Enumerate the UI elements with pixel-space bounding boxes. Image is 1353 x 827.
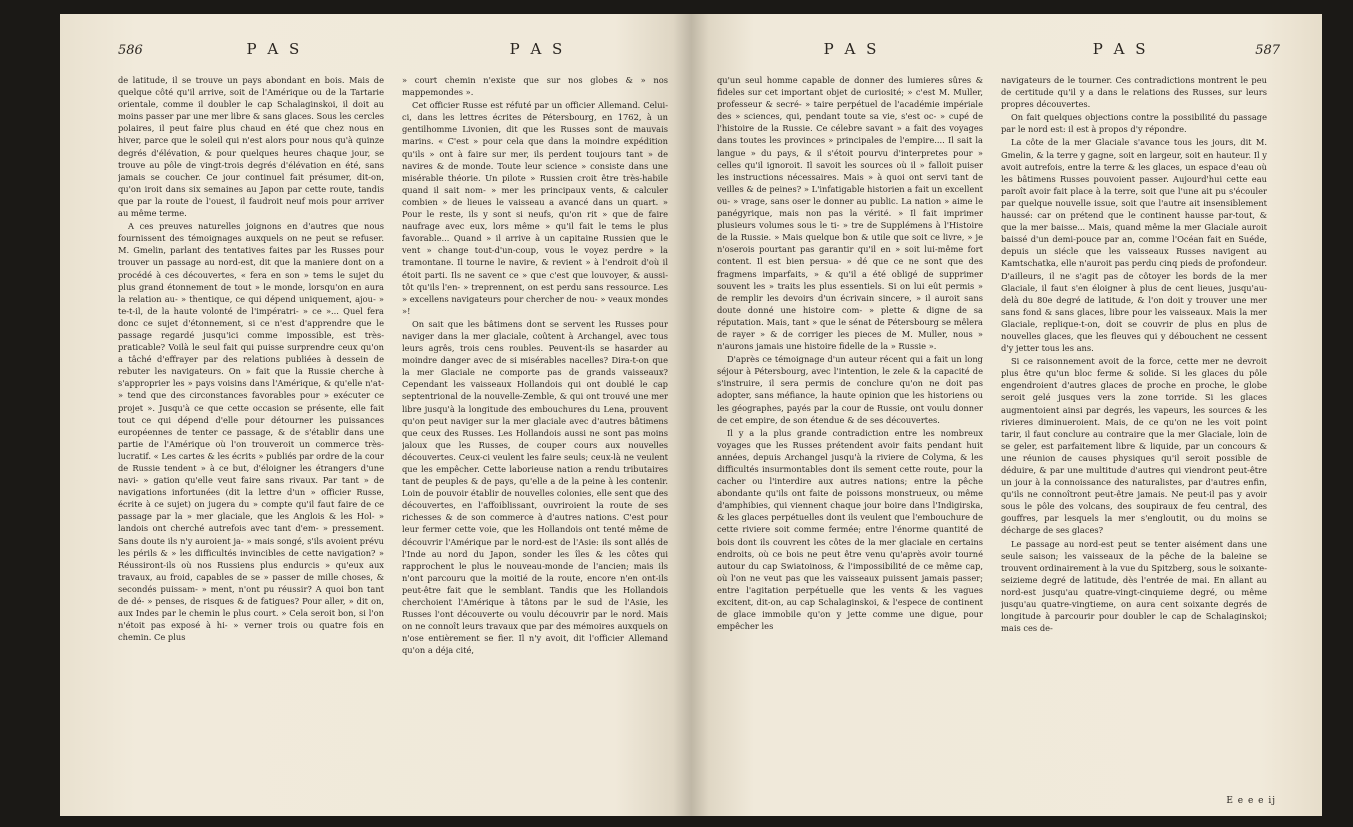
paragraph: qu'un seul homme capable de donner des lumieres sûres & fideles sur cet important objet de curiosité; » c'est M. Muller, professeur & secré- » taire perpétuel de l'académie impériale des » sciences, qui, pendant toute sa vie, s'est oc- » cupé de l'histoire de la Russie. Ce célebre savant » a fait des voyages dans toutes les provinces » principales de l'empire.... Il sait la langue » du pays, & il s'étoit pourvu d'interpretes pour » celles qu'il ignoroit. Il savoit les sources où il » falloit puiser les instructions nécessaires. Mais » à quoi ont servi tant de veilles & de peines? » L'infatigable historien a fait un excellent ou- » vrage, sans oser le donner au public. La nation » aime le panégyrique, mais non pas la vérité. » Il fait imprimer plusieurs volumes sous le ti- » tre de Supplémens à l'Histoire de la Russie. » Mais quelque bon & utile que soit ce livre, » je n'oserois pourtant pas garantir qu'il en » soit lui-même fort content. Il est bien persua- » dé que ce ne sont que des fragmens imparfaits, » & qu'il a été obligé de supprimer souvent les » traits les plus essentiels. Si on lui eût permis » de remplir les devoirs d'un écrivain sincere, » il auroit sans doute donné une histoire com- » plette & digne de sa réputation. Mais, tant » que le sénat de Pétersbourg se mêlera de rayer » & de corriger les pieces de M. Muller, nous » n'aurons jamais une histoire fidelle de la » Russie ». xyxy=(717,75,983,352)
left-page-number: 586 xyxy=(118,43,143,58)
right-running-title-1: P A S xyxy=(823,40,880,58)
right-running-title-2: P A S xyxy=(1092,40,1149,58)
right-page-number: 587 xyxy=(1255,43,1281,58)
left-running-title-2: P A S xyxy=(509,40,566,58)
gutter-shadow-left xyxy=(673,14,691,816)
paragraph: La côte de la mer Glaciale s'avance tous les jours, dit M. Gmelin, & la terre y gagne, soit en largeur, soit en hauteur. Il y avoit autrefois, entre la terre & les glaces, un espace d'eau où les bâtimens Russes pouvoient passer. Aujourd'hui cette eau paroît avoir fait place à la terre, soit que l'une ait pu s'écouler par quelque nouvelle issue, soit que l'autre ait insensiblement haussé: car on prétend que le continent hausse par-tout, & que la mer baisse... Mais, quand même la mer Glaciale auroit baissé d'un demi-pouce par an, comme l'Océan fait en Suéde, depuis un siécle que les vaisseaux Russes navigent au Kamtschatka, elle n'auroit pas perdu cinq pieds de profondeur. D'ailleurs, il ne s'agit pas de côtoyer les bords de la mer Glaciale, il faut s'en éloigner à plus de cent lieues, jusqu'au-delà du 80e degré de latitude, & l'on doit y trouver une mer sans fond & sans glaces, libre pour les vaisseaux. Mais la mer Glaciale, replique-t-on, doit se couvrir de plus en plus de nouvelles glaces, que les fleuves qui y débouchent ne cessent d'y jetter tous les ans. xyxy=(1001,137,1267,354)
left-running-title-1: P A S xyxy=(246,40,303,58)
paragraph: A ces preuves naturelles joignons en d'autres que nous fournissent des témoignages auxquels on ne peut se refuser. M. Gmelin, parlant des tentatives faites par les Russes pour trouver un passage au nord-est, dit que la maniere dont on a procédé à ces découvertes, « fera en son » tems le sujet du plus grand étonnement de tout » le monde, lorsqu'on en aura la relation au- » thentique, ce qui dépend uniquement, ajou- » te-t-il, de la haute volonté de l'impératri- » ce »... Quel fera donc ce sujet d'étonnement, si ce n'est d'apprendre que le passage regardé jusqu'ici comme impossible, est très-praticable? Voilà le seul fait qui puisse surprendre ceux qu'on a tâché d'effrayer par des relations publiées à dessein de rebuter les navigateurs. On » fait que la Russie cherche à s'approprier les » pays voisins dans l'Amérique, & qu'elle n'at- » tend que des circonstances favorables pour » exécuter ce projet ». Jusqu'à ce que cette occasion se présente, elle fait tout ce qui dépend d'elle pour détourner les puissances européennes de tenter ce passage, & de s'établir dans une partie de l'Amérique où l'on trouveroit un commerce très-lucratif. « Les cartes & les écrits » publiés par ordre de la cour de Russie tendent » à ce but, d'éloigner les étrangers d'une navi- » gation qu'elle veut faire sans rivaux. Par tant » de navigations infortunées (dit la lettre d'un » officier Russe, écrite à ce sujet) on jugera du » compte qu'il faut faire de ce passage par la » mer glaciale, que les Anglois & les Hol- » landois ont cherché autrefois avec tant d'em- » pressement. Sans doute ils n'y auroient ja- » mais songé, s'ils avoient prévu les périls & » les difficultés invincibles de cette navigation? » Réussiront-ils où nos Russiens plus endurcis » qu'eux aux travaux, au froid, capables de se » passer de mille choses, & secondés puissam- » ment, n'ont pu réussir? A quoi bon tant de dé- » penses, de risques & de fatigues? Pour aller, » dit on, aux Indes par le chemin le plus court. » Cela seroit bon, si l'on n'étoit pas exposé à hi- » verner trois ou quatre fois en chemin. Ce plus xyxy=(118,221,384,643)
paragraph: navigateurs de le tourner. Ces contradictions montrent le peu de certitude qu'il y a dans le relations des Russes, sur leurs propres découvertes. xyxy=(1001,75,1267,110)
left-column-1 xyxy=(118,74,384,814)
paragraph: Il y a la plus grande contradiction entre les nombreux voyages que les Russes prétendent avoir faits pendant huit années, depuis Archangel jusqu'à la riviere de Colyma, & les difficultés insurmontables dont ils sement cette route, pour la cacher ou l'interdire aux autres nations; entre la pêche abondante qu'ils ont faite de poissons monstrueux, ou même d'amphibies, qui viennent chaque jour boire dans l'Indigirska, & les glaces perpétuelles dont ils veulent que l'embouchure de cette riviere soit comme fermée; entre l'énorme quantité de bois dont ils couvrent les côtes de la mer glaciale en certains endroits, où ce bois ne peut être venu qu'après avoir tourné autour du cap Swiatoinoss, & l'impossibilité de ce même cap, où l'on ne veut pas que les vaisseaux puissent jamais passer; entre l'agitation perpétuelle que les vents & les vagues excitent, dit-on, au cap Schalaginskoi, & l'espece de continent de glace immobile qu'on y jette comme une digue, pour empêcher les xyxy=(717,427,983,632)
left-page-columns xyxy=(118,74,669,814)
paragraph: D'après ce témoignage d'un auteur récent qui a fait un long séjour à Pétersbourg, avec l'intention, le zele & la capacité de s'instruire, il sera permis de conclure qu'on ne doit pas adopter, sans méfiance, la haute opinion que les historiens ou les géographes, payés par la cour de Russie, ont voulu donner de cet empire, de son étendue & de ses découvertes. xyxy=(717,354,983,425)
signature-mark: E e e e ij xyxy=(1226,796,1276,806)
book-spread xyxy=(60,14,1322,816)
paragraph: On sait que les bâtimens dont se servent les Russes pour naviger dans la mer glaciale, coûtent à Archangel, avec tous leurs agrês, trois cens roubles. Peuvent-ils se hasarder au moindre danger avec de si misérables nacelles? Dira-t-on que la mer Glaciale ne comporte pas de grands vaisseaux? Cependant les vaisseaux Hollandois qui ont doublé le cap septentrional de la nouvelle-Zemble, & qui ont trouvé une mer libre jusqu'à la longitude des embouchures du Lena, prouvent qu'on peut naviger sur la mer glaciale avec d'autres bâtimens que ceux des Russes. Les Hollandois aussi ne sont pas moins jaloux que les Russes, de couper cours aux nouvelles découvertes. Ceux-ci veulent les faire seuls; ceux-là ne veulent que les empêcher. Cette laborieuse nation a rendu tributaires tant de peuples & de pays, qu'elle a de la peine à les contenir. Loin de pouvoir établir de nouvelles colonies, elle sent que des découvertes, en l'affoiblissant, ouvriroient la route de ses richesses & de son commerce à d'autres nations. C'est pour leur fermer cette voie, que les Hollandois ont tenté même de découvrir l'Amérique par le nord-est de l'Asie: ils sont allés de l'Inde au nord du Japon, sonder les îles & les côtes qui rapprochent le plus le nouveau-monde de l'ancien; mais ils n'ont parcouru que la moitié de la route, encore n'en ont-ils peut-être fait que le semblant. Tandis que les Hollandois cherchoient l'Amérique à tâtons par le sud de l'Asie, les Russes l'ont découverte ou voulu découvrir par le nord. Mais on ne connoît leurs travaux que par des mémoires auxquels on n'ose entièrement se fier. Il n'y avoit, dit l'officier Allemand qu'on a déja cité, xyxy=(402,318,668,656)
paragraph: Si ce raisonnement avoit de la force, cette mer ne devroit plus être qu'un bloc ferme & solide. Si les glaces du pôle engendroient d'autres glaces de proche en proche, le globe seroit gelé jusques vers la zone torride. Si les glaces augmentoient ainsi par degrés, les vapeurs, les sources & les rivieres diminueroient. Mais, de ce qu'on ne les voit point tarir, il faut conclure au contraire que la mer Glaciale, loin de se geler, est parfaitement libre & liquide, par un concours & une réunion de causes physiques qu'il seroit possible de déduire, & par une multitude d'autres qui viendront peut-être un jour à la connoissance des naturalistes, par d'autres enfin, qu'ils ne connoîtront peut-être jamais. Ne peut-il pas y avoir sous le pôle des volcans, des soupiraux de feu central, des gouffres, par lesquels la mer s'engloutit, ou du moins se décharge de ses glaces? xyxy=(1001,356,1267,536)
right-column-2 xyxy=(1001,74,1267,814)
paragraph: » court chemin n'existe que sur nos globes & » nos mappemondes ». xyxy=(402,75,668,98)
right-page xyxy=(691,14,1322,816)
right-column-1 xyxy=(717,74,983,814)
paragraph: de latitude, il se trouve un pays abondant en bois. Mais de quelque côté qu'il arrive, soit de l'Amérique ou de la Tartarie orientale, comme il doubler le cap Schalaginskoi, il doit au moins passer par une mer libre & sans glaces. Sous les cercles polaires, il peut faire plus chaud en été que chez nous en hiver, parce que le soleil qui n'est alors pour nous qu'à quinze degrés d'élévation, & pour quelques heures chaque jour, se trouve au pôle de vingt-trois degrés d'élévation en été, sans jamais se coucher. Ce jour continuel fait présumer, dit-on, qu'on iroit dans six semaines au Japon par cette route, tandis que par la route de l'ouest, il faudroit neuf mois pour arriver au même terme. xyxy=(118,75,384,219)
right-page-header xyxy=(717,40,1280,74)
paragraph: Le passage au nord-est peut se tenter aisément dans une seule saison; les vaisseaux de la pêche de la baleine se trouvent ordinairement à la vue du Spitzberg, sous le soixante-seizieme degré de latitude, dès l'entrée de mai. En allant au nord-est jusqu'au quatre-vingt-cinquieme degré, ou même jusqu'au quatre-vingtieme, on aura cent soixante degrés de longitude à parcourir pour doubler le cap de Schalaginskoi; mais ces de- xyxy=(1001,538,1267,634)
left-page-header xyxy=(118,40,669,74)
paragraph: On fait quelques objections contre la possibilité du passage par le nord est: il est à propos d'y répondre. xyxy=(1001,112,1267,135)
gutter-shadow-right xyxy=(691,14,709,816)
paragraph: Cet officier Russe est réfuté par un officier Allemand. Celui-ci, dans les lettres écrites de Pétersbourg, en 1762, à un gentilhomme Livonien, dit que les Russes sont de mauvais marins. « C'est » pour cela que dans la moindre expédition qu'ils » ont à faire sur mer, ils perdent toujours tant » de navires & de monde. Toute leur science » consiste dans une misérable théorie. Un pilote » Russien croit être très-habile quand il sait nom- » mer les principaux vents, & calculer combien » de lieues le vaisseau a avancé dans un quart. » Pour le reste, ils y sont si neufs, qu'on rit » que de faire naufrage avec eux, lors même » qu'il fait le tems le plus favorable... Quand » il arrive à un capitaine Russien que le vent » change tout-d'un-coup, vous le voyez perdre » la tramontane. Il tourne le navire, & revient » à l'endroit d'où il étoit parti. Ils ne savent ce » que c'est que louvoyer, & aussi-tôt qu'ils l'en- » treprennent, on est perdu sans ressource. Les » excellens navigateurs pour chercher de nou- » veaux mondes »! xyxy=(402,100,668,316)
right-page-columns xyxy=(717,74,1280,814)
left-page xyxy=(60,14,691,816)
left-column-2 xyxy=(402,74,668,814)
